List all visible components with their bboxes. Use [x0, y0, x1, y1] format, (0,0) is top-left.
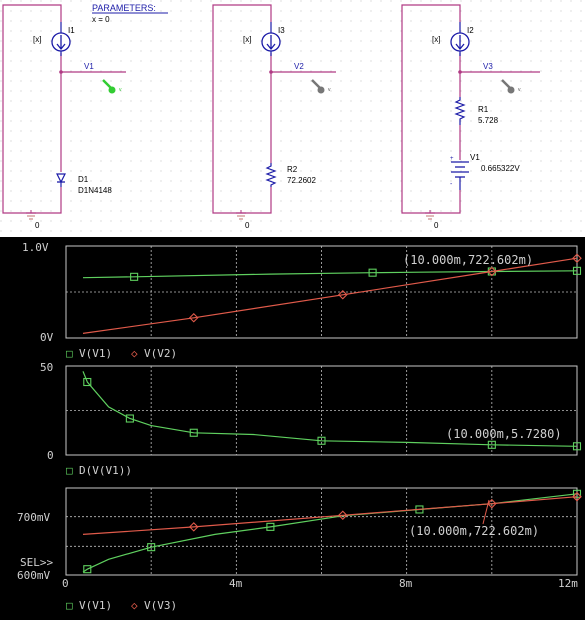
probe-label: v — [119, 87, 122, 93]
part-name: R2 — [287, 165, 298, 174]
net-label-v3[interactable]: V3 — [483, 62, 493, 71]
plot-svg — [0, 237, 585, 615]
ground-label: 0 — [245, 221, 250, 230]
y-tick-label: 600mV — [17, 569, 51, 582]
part2-value: 0.665322V — [481, 164, 520, 173]
part-value: 5.728 — [478, 116, 499, 125]
legend-label: V(V1) — [79, 599, 113, 612]
x-tick-label: 4m — [229, 577, 243, 590]
source-value: [x] — [33, 35, 42, 44]
plot-panel-1[interactable] — [22, 241, 581, 360]
legend-marker: ◇ — [131, 599, 138, 612]
x-tick-label: 0 — [62, 577, 69, 590]
params-value: x = 0 — [92, 15, 110, 24]
legend — [66, 347, 177, 360]
source-value: [x] — [243, 35, 252, 44]
legend — [66, 464, 132, 477]
probe-label: v — [328, 87, 331, 93]
y-tick-label: 0V — [40, 331, 54, 344]
y-tick-label: 0 — [47, 449, 54, 462]
source-name: I3 — [278, 26, 285, 35]
source-name: I1 — [68, 26, 75, 35]
y-tick-label: 50 — [40, 361, 54, 374]
sel-marker[interactable]: SEL>> — [20, 556, 54, 569]
y-tick-label: 1.0V — [22, 241, 49, 254]
probe-plot-window[interactable] — [0, 237, 585, 615]
params-title: PARAMETERS: — [92, 3, 156, 13]
cursor-readout: (10.000m,722.602m) — [409, 524, 540, 538]
series-line — [83, 271, 577, 278]
cursor-readout: (10.000m,722.602m) — [403, 253, 534, 267]
net-label-v2[interactable]: V2 — [294, 62, 304, 71]
probe-label: v — [518, 87, 521, 93]
plot-panel-3[interactable] — [17, 488, 581, 612]
net-label-v1[interactable]: V1 — [84, 62, 94, 71]
x-tick-label: 8m — [399, 577, 413, 590]
legend-marker: □ — [66, 599, 73, 612]
svg-text:-: - — [450, 181, 453, 188]
part-value: 72.2602 — [287, 176, 316, 185]
legend-marker: ◇ — [131, 347, 138, 360]
legend-marker: □ — [66, 347, 73, 360]
part-value: D1N4148 — [78, 186, 112, 195]
legend-label: V(V1) — [79, 347, 113, 360]
source-name: I2 — [467, 26, 474, 35]
part-name: R1 — [478, 105, 489, 114]
svg-text:+: + — [450, 156, 454, 162]
ground-label: 0 — [434, 221, 439, 230]
y-tick-label: 700mV — [17, 511, 51, 524]
plot-panel-2[interactable] — [40, 361, 581, 477]
cursor-readout: (10.000m,5.7280) — [446, 427, 562, 441]
part2-name: V1 — [470, 153, 480, 162]
x-tick-label: 12m — [558, 577, 578, 590]
legend-marker: □ — [66, 464, 73, 477]
legend-label: V(V3) — [144, 599, 178, 612]
schematic-svg — [0, 0, 585, 237]
legend-label: V(V2) — [144, 347, 178, 360]
legend-label: D(V(V1)) — [79, 464, 132, 477]
schematic-canvas[interactable] — [0, 0, 585, 237]
series-line — [83, 258, 577, 333]
part-name: D1 — [78, 175, 89, 184]
plot-grid — [66, 366, 577, 455]
ground-label: 0 — [35, 221, 40, 230]
source-value: [x] — [432, 35, 441, 44]
legend — [66, 599, 177, 612]
x-axis — [62, 577, 578, 590]
